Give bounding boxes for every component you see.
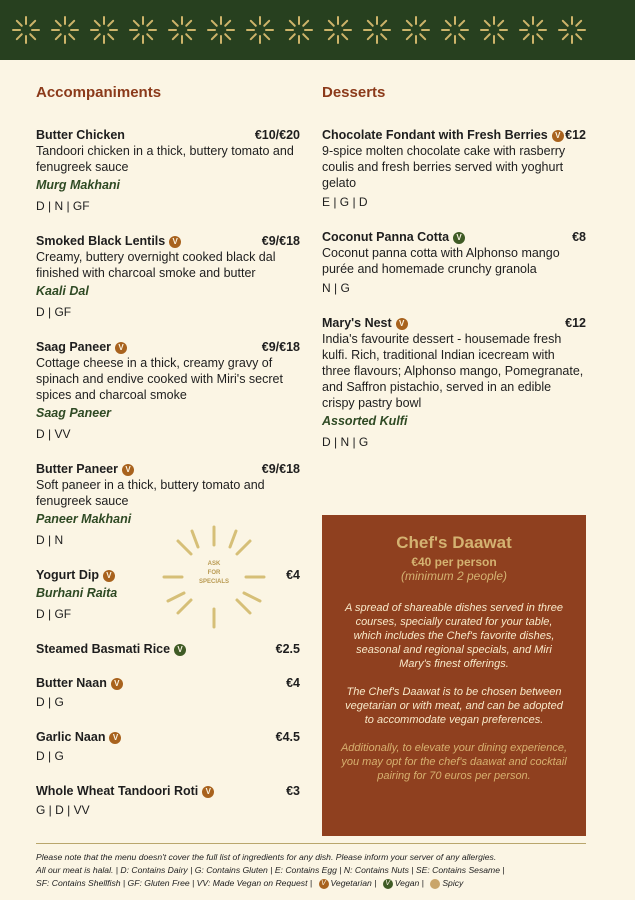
menu-item-price: €9/€18 <box>261 340 300 354</box>
menu-item-name: Chocolate Fondant with Fresh Berries <box>322 128 548 142</box>
menu-item-price: €9/€18 <box>261 462 300 476</box>
specials-line2: FOR <box>207 570 221 576</box>
footer-note: Please note that the menu doesn't cover the full list of ingredients for any dish. Please inform your server of any allergies. <box>36 852 497 862</box>
menu-item-description: Creamy, buttery overnight cooked black dal finished with charcoal smoke and butter <box>36 250 276 280</box>
footer-legend-1: All our meat is halal. | D: Contains Dairy | G: Contains Gluten | E: Contains Egg | N: Contains Nuts | SE: Contains Sesame | <box>36 865 505 875</box>
menu-item-price: €4.5 <box>275 730 300 744</box>
menu-item-price: €3 <box>286 784 300 798</box>
menu-item-name-wrap <box>322 229 465 245</box>
menu-item-price: €4 <box>286 568 300 582</box>
vegetarian-icon: V <box>122 464 134 476</box>
menu-item-name: Butter Naan <box>36 676 107 690</box>
sunburst-icon <box>517 14 549 46</box>
menu-item-header <box>36 675 300 691</box>
sunburst-icon <box>49 14 81 46</box>
menu-item <box>322 229 586 297</box>
menu-item-allergens: D | G <box>36 695 64 709</box>
menu-item-name-wrap <box>36 567 115 583</box>
menu-item-name: Garlic Naan <box>36 730 106 744</box>
menu-item-allergens: N | G <box>322 281 350 295</box>
menu-item-price: €12 <box>565 128 586 142</box>
vegan-icon: V <box>174 644 186 656</box>
menu-item-header <box>36 461 300 477</box>
menu-item-name: Smoked Black Lentils <box>36 234 166 248</box>
menu-item-name-wrap <box>36 233 181 249</box>
sunburst-icon <box>205 14 237 46</box>
menu-item-allergens: D | GF <box>36 305 72 319</box>
section-title-accompaniments: Accompaniments <box>36 84 162 101</box>
menu-item-name: Whole Wheat Tandoori Roti <box>36 784 199 798</box>
menu-item-name-wrap <box>36 729 121 745</box>
menu-item-allergens: G | D | VV <box>36 803 90 817</box>
specials-line1: ASK <box>207 561 221 567</box>
vegetarian-icon: V <box>202 786 214 798</box>
menu-item-description: India's favourite dessert - housemade fresh kulfi. Rich, traditional Indian icecream with three flavours; Alphonso mango, Pomegranate, and Saffron pistachio, served in an edible crispy pastry bowl <box>322 332 584 410</box>
menu-item-native-name: Saag Paneer <box>36 406 112 420</box>
menu-item <box>322 315 586 451</box>
sunburst-icon <box>127 14 159 46</box>
menu-item-name-wrap <box>36 461 134 477</box>
sunburst-icon <box>10 14 42 46</box>
sunburst-icon <box>439 14 471 46</box>
menu-item <box>36 127 300 215</box>
menu-item-name: Yogurt Dip <box>36 568 99 582</box>
footer-legend-2-text: SF: Contains Shellfish | GF: Gluten Free | VV: Made Vegan on Request | <box>36 878 313 888</box>
menu-item-allergens: D | N | G <box>322 435 369 449</box>
menu-item-description: Cottage cheese in a thick, creamy gravy of spinach and endive cooked with Miri's secret spices and charcoal smoke <box>36 356 283 402</box>
menu-item-description: Tandoori chicken in a thick, buttery tomato and fenugreek sauce <box>36 144 294 174</box>
menu-item-allergens: D | N | GF <box>36 199 90 213</box>
vegetarian-icon: V <box>169 236 181 248</box>
vegetarian-icon: V <box>552 130 564 142</box>
menu-item-price: €4 <box>286 676 300 690</box>
menu-item-name: Steamed Basmati Rice <box>36 642 171 656</box>
menu-item <box>36 675 300 711</box>
menu-item-name: Butter Paneer <box>36 462 118 476</box>
menu-item-header <box>36 127 300 143</box>
sunburst-icon <box>88 14 120 46</box>
menu-item-description: Coconut panna cotta with Alphonso mango purée and homemade crunchy granola <box>322 246 560 276</box>
top-band <box>0 0 635 60</box>
accompaniments-column <box>36 84 300 837</box>
daawat-title: Chef's Daawat <box>396 533 512 552</box>
menu-item-allergens: D | G <box>36 749 64 763</box>
menu-item-native-name: Burhani Raita <box>36 586 118 600</box>
sunburst-icon <box>400 14 432 46</box>
vegan-icon: V <box>383 879 393 889</box>
menu-item-description: 9-spice molten chocolate cake with rasberry coulis and fresh berries served with yoghurt gelato <box>322 144 566 190</box>
vegan-icon: V <box>453 232 465 244</box>
vegetarian-icon: V <box>111 678 123 690</box>
menu-item <box>36 729 300 765</box>
sunburst-icon <box>166 14 198 46</box>
sunburst-icon <box>283 14 315 46</box>
menu-item-name-wrap <box>36 675 123 691</box>
sunburst-icon <box>556 14 588 46</box>
chefs-daawat-panel <box>322 515 586 836</box>
sunburst-icon <box>164 527 264 627</box>
menu-item-header <box>36 729 300 745</box>
sunburst-icon <box>478 14 510 46</box>
sunburst-icon <box>322 14 354 46</box>
vegetarian-icon: V <box>109 732 121 744</box>
menu-item-header <box>36 339 300 355</box>
desserts-list <box>322 127 586 451</box>
vegan-legend: Vegan | <box>394 878 424 888</box>
ask-for-specials-stamp <box>160 523 268 631</box>
menu-item-name-wrap <box>322 315 408 331</box>
menu-item-header <box>36 641 300 657</box>
menu-item-name: Mary's Nest <box>322 316 392 330</box>
daawat-price: €40 per person <box>411 555 497 569</box>
menu-item-name-wrap <box>36 641 186 657</box>
menu-item-header <box>322 127 586 143</box>
specials-line3: SPECIALS <box>198 579 230 585</box>
menu-item <box>322 127 586 211</box>
chili-icon <box>430 879 440 889</box>
menu-item-native-name: Assorted Kulfi <box>322 414 408 428</box>
menu-item-name: Coconut Panna Cotta <box>322 230 450 244</box>
menu-item-price: €12 <box>565 316 586 330</box>
daawat-options: The Chef's Daawat is to be chosen between vegetarian or with meat, and can be adopted to accommodate vegan preferences. <box>345 686 563 726</box>
menu-item-allergens: D | VV <box>36 427 71 441</box>
menu-item-header <box>36 783 300 799</box>
menu-item-allergens: E | G | D <box>322 195 368 209</box>
menu-item-name-wrap <box>36 339 127 355</box>
vegetarian-icon: V <box>103 570 115 582</box>
menu-item-name-wrap <box>36 783 214 799</box>
menu-item-description: Soft paneer in a thick, buttery tomato and fenugreek sauce <box>36 478 265 508</box>
footer-divider <box>36 843 586 844</box>
footer-legend-2 <box>36 877 596 890</box>
desserts-column <box>322 84 586 469</box>
menu-item-header <box>322 315 586 331</box>
vegetarian-icon: V <box>396 318 408 330</box>
menu-item-native-name: Paneer Makhani <box>36 512 132 526</box>
menu-item <box>36 783 300 819</box>
sunburst-icon <box>244 14 276 46</box>
menu-item-allergens: D | N <box>36 533 64 547</box>
daawat-description: A spread of shareable dishes served in three courses, specially curated for your table, which includes the Chef's favorite dishes, seasonal and regional specials, and Miri Mary's finest offerings. <box>345 602 563 670</box>
menu-item-name-wrap <box>36 127 125 143</box>
vegetarian-legend: Vegetarian | <box>330 878 377 888</box>
menu-item-header <box>36 233 300 249</box>
menu-item-price: €2.5 <box>275 642 300 656</box>
menu-item <box>36 233 300 321</box>
menu-item-name-wrap <box>322 127 564 143</box>
menu-item-allergens: D | GF <box>36 607 72 621</box>
section-title-desserts: Desserts <box>322 84 386 101</box>
spicy-legend: Spicy <box>442 878 464 888</box>
daawat-minimum: (minimum 2 people) <box>400 569 508 583</box>
vegetarian-icon: V <box>115 342 127 354</box>
menu-item-price: €8 <box>572 230 586 244</box>
daawat-pairing: Additionally, to elevate your dining experience, you may opt for the chef's daawat and cocktail pairing for 70 euros per person. <box>340 742 568 782</box>
menu-item-price: €10/€20 <box>254 128 300 142</box>
menu-item-header <box>322 229 586 245</box>
sunburst-icon <box>361 14 393 46</box>
vegetarian-icon: V <box>319 879 329 889</box>
menu-item <box>36 641 300 657</box>
menu-item-price: €9/€18 <box>261 234 300 248</box>
menu-item <box>36 339 300 443</box>
menu-item-native-name: Kaali Dal <box>36 284 89 298</box>
accompaniments-list <box>36 127 300 819</box>
menu-item-name: Saag Paneer <box>36 340 112 354</box>
menu-item-native-name: Murg Makhani <box>36 178 121 192</box>
menu-item-name: Butter Chicken <box>36 128 125 142</box>
allergen-footer <box>36 851 596 890</box>
